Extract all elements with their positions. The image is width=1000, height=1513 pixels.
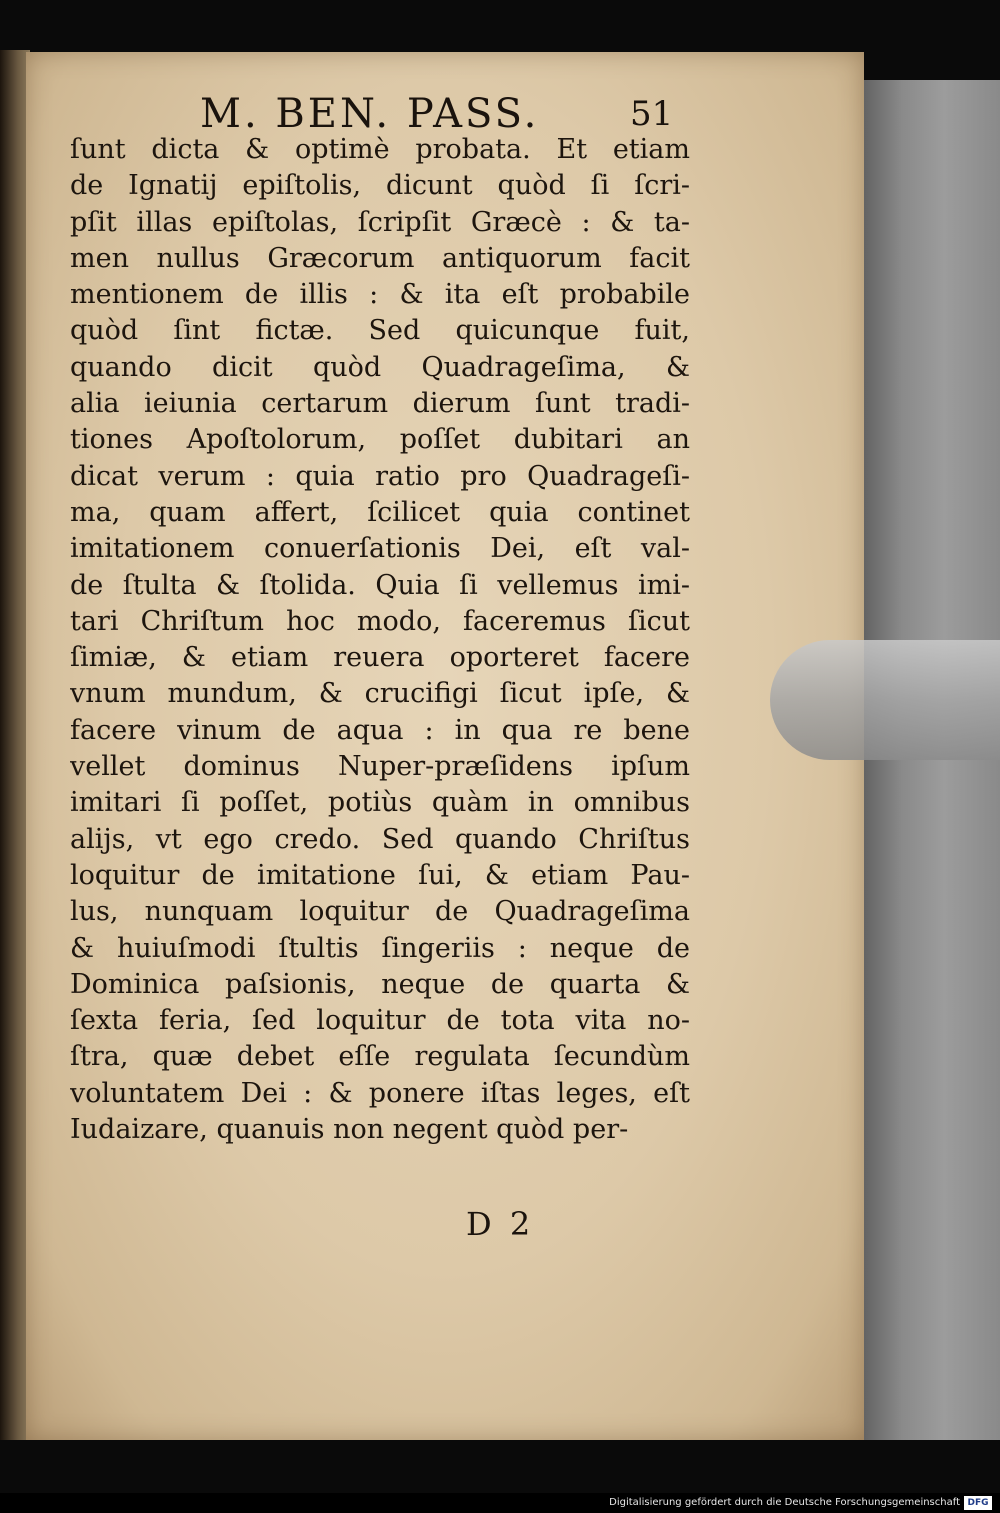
page-clip — [770, 640, 1000, 760]
text-line: quando dicit quòd Quadrageſima, & — [70, 351, 690, 383]
text-line: ſimiæ, & etiam reuera oporteret facere — [70, 642, 690, 674]
running-title: M. BEN. PASS. — [200, 91, 540, 137]
text-line: tari Chriſtum hoc modo, faceremus ſicut — [70, 605, 690, 637]
text-line: alia ieiunia certarum dierum ſunt tradi- — [70, 388, 690, 420]
text-line: vellet dominus Nuper-præſidens ipſum — [70, 751, 690, 783]
footer-bar — [0, 1493, 1000, 1513]
text-line: mentionem de illis : & ita eſt probabile — [70, 279, 690, 311]
text-line: ſtra, quæ debet eſſe regulata ſecundùm — [70, 1041, 690, 1073]
text-line: imitari ſi poſſet, potiùs quàm in omnibus — [70, 787, 690, 819]
signature-mark: D 2 — [466, 1205, 535, 1243]
text-line: imitationem conuerſationis Dei, eſt val- — [70, 533, 690, 565]
dfg-logo-icon: DFG — [964, 1496, 992, 1510]
text-line: voluntatem Dei : & ponere iſtas leges, eſt — [70, 1077, 690, 1109]
text-line: lus, nunquam loquitur de Quadrageſima — [70, 896, 690, 928]
funding-credit: Digitalisierung gefördert durch die Deutsche Forschungsgemeinschaft — [609, 1497, 960, 1508]
text-line: de Ignatij epiſtolis, dicunt quòd ſi ſcri- — [70, 170, 690, 202]
text-line: facere vinum de aqua : in qua re bene — [70, 714, 690, 746]
text-line: men nullus Græcorum antiquorum facit — [70, 242, 690, 274]
text-line: Iudaizare, quanuis non negent quòd per- — [70, 1114, 629, 1146]
text-line: ma, quam affert, ſcilicet quia continet — [70, 496, 690, 528]
text-line: dicat verum : quia ratio pro Quadrageſi- — [70, 460, 690, 492]
text-line: & huiuſmodi ſtultis ſingeriis : neque de — [70, 932, 690, 964]
scanner-background — [860, 80, 1000, 1440]
text-line: de ſtulta & ſtolida. Quia ſi vellemus imi- — [70, 569, 690, 601]
body-text — [70, 132, 690, 1148]
text-line: ſexta feria, ſed loquitur de tota vita no- — [70, 1005, 690, 1037]
text-line: pſit illas epiſtolas, ſcripſit Græcè : & ta- — [70, 206, 690, 238]
text-line: vnum mundum, & crucifigi ſicut ipſe, & — [70, 678, 690, 710]
text-line: alijs, vt ego credo. Sed quando Chriſtus — [70, 823, 690, 855]
text-line: loquitur de imitatione ſui, & etiam Pau- — [70, 859, 690, 891]
text-line: Dominica paſsionis, neque de quarta & — [70, 968, 690, 1000]
book-page — [26, 52, 864, 1440]
page-number: 51 — [630, 94, 674, 134]
text-line: quòd ſint fictæ. Sed quicunque fuit, — [70, 315, 690, 347]
text-line: tiones Apoſtolorum, poſſet dubitari an — [70, 424, 690, 456]
text-line: ſunt dicta & optimè probata. Et etiam — [70, 134, 690, 165]
